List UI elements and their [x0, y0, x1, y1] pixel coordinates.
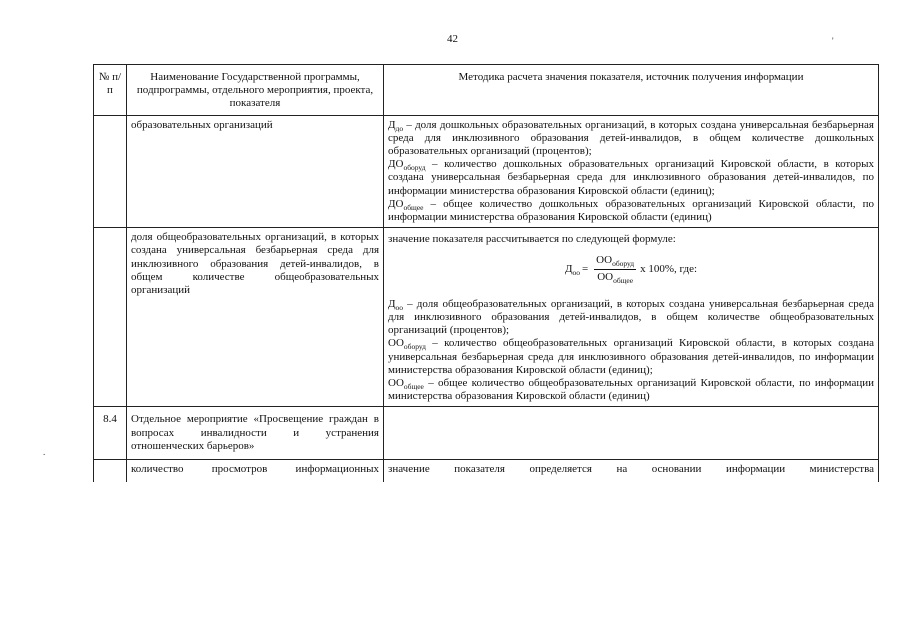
- definition-paragraph: $ДО_{общее}$ – общее количество дошкольных образовательных организаций Кировской области, по информации министерства образования Кировской области (единиц): [388, 197, 874, 224]
- method-cell: значение показателя определяется на основании информации министерства: [384, 460, 879, 483]
- indicator-name: доля общеобразовательных организаций, в которых создана универсальная безбарьерная среда для инклюзивного образования детей-инвалидов, в общем количестве общеобразовательных организаций: [127, 228, 384, 407]
- activity-name: Отдельное мероприятие «Просвещение граждан в вопросах инвалидности и устранения отношенческих барьеров»: [127, 407, 384, 460]
- formula-tail: x 100%, где:: [640, 262, 698, 275]
- formula-equals: =: [581, 262, 589, 275]
- definition-paragraph: $Д_{до}$ – доля дошкольных образовательных организаций, в которых создана универсальная безбарьерная среда для инклюзивного образования детей-инвалидов, в общем количестве дошкольных образовательных организаций (процентов);: [388, 118, 874, 158]
- header-number: № п/п: [94, 65, 127, 116]
- table-row: [94, 460, 879, 483]
- table-row: [94, 228, 879, 407]
- table-header-row: [94, 65, 879, 116]
- indicator-name: образовательных организаций: [127, 115, 384, 228]
- formula-fraction: [594, 254, 636, 283]
- definition-paragraph: $ДО_{оборуд}$ – количество дошкольных образовательных организаций Кировской области, в которых создана универсальная безбарьерная среда для инклюзивного образования детей-инвалидов, по информации министерства образования Кировской области (единиц);: [388, 158, 874, 197]
- formula: [388, 254, 874, 283]
- scan-mark: .: [43, 447, 46, 457]
- table-row: [94, 407, 879, 460]
- method-cell: [384, 115, 879, 228]
- definition-paragraph: $Д_{оо}$ – доля общеобразовательных организаций, в которых создана универсальная безбарьерная среда для инклюзивного образования детей-инвалидов, в общем количестве общеобразовательных организаций (процентов);: [388, 297, 874, 337]
- row-number: [94, 228, 127, 407]
- definition-paragraph: $ОО_{оборуд}$ – количество общеобразовательных организаций Кировской области, в которых создана универсальная безбарьерная среда для инклюзивного образования детей-инвалидов, по информации министерства образования Кировской области (единиц);: [388, 337, 874, 376]
- definition-paragraph: $ОО_{общее}$ – общее количество общеобразовательных организаций Кировской области, по информации министерства образования Кировской области (единиц): [388, 377, 874, 403]
- formula-intro: значение показателя рассчитывается по следующей формуле:: [388, 233, 676, 246]
- formula-lhs: $Д_{оо}$: [564, 262, 580, 277]
- header-method: Методика расчета значения показателя, источник получения информации: [384, 65, 879, 116]
- method-cell: [384, 228, 879, 407]
- page-number: 42: [447, 33, 458, 45]
- row-number: 8.4: [94, 407, 127, 460]
- table-row: [94, 115, 879, 228]
- indicator-name: количество просмотров информационных: [127, 460, 384, 483]
- row-number: [94, 115, 127, 228]
- row-number: [94, 460, 127, 483]
- fraction-denominator: $ОО_{общее}$: [597, 270, 634, 285]
- method-cell: [384, 407, 879, 460]
- header-name: Наименование Государственной программы, подпрограммы, отдельного мероприятия, проекта, показателя: [127, 65, 384, 116]
- scan-mark: ': [832, 36, 834, 46]
- fraction-numerator: $ОО_{оборуд}$: [596, 254, 635, 269]
- indicators-table: [93, 64, 879, 482]
